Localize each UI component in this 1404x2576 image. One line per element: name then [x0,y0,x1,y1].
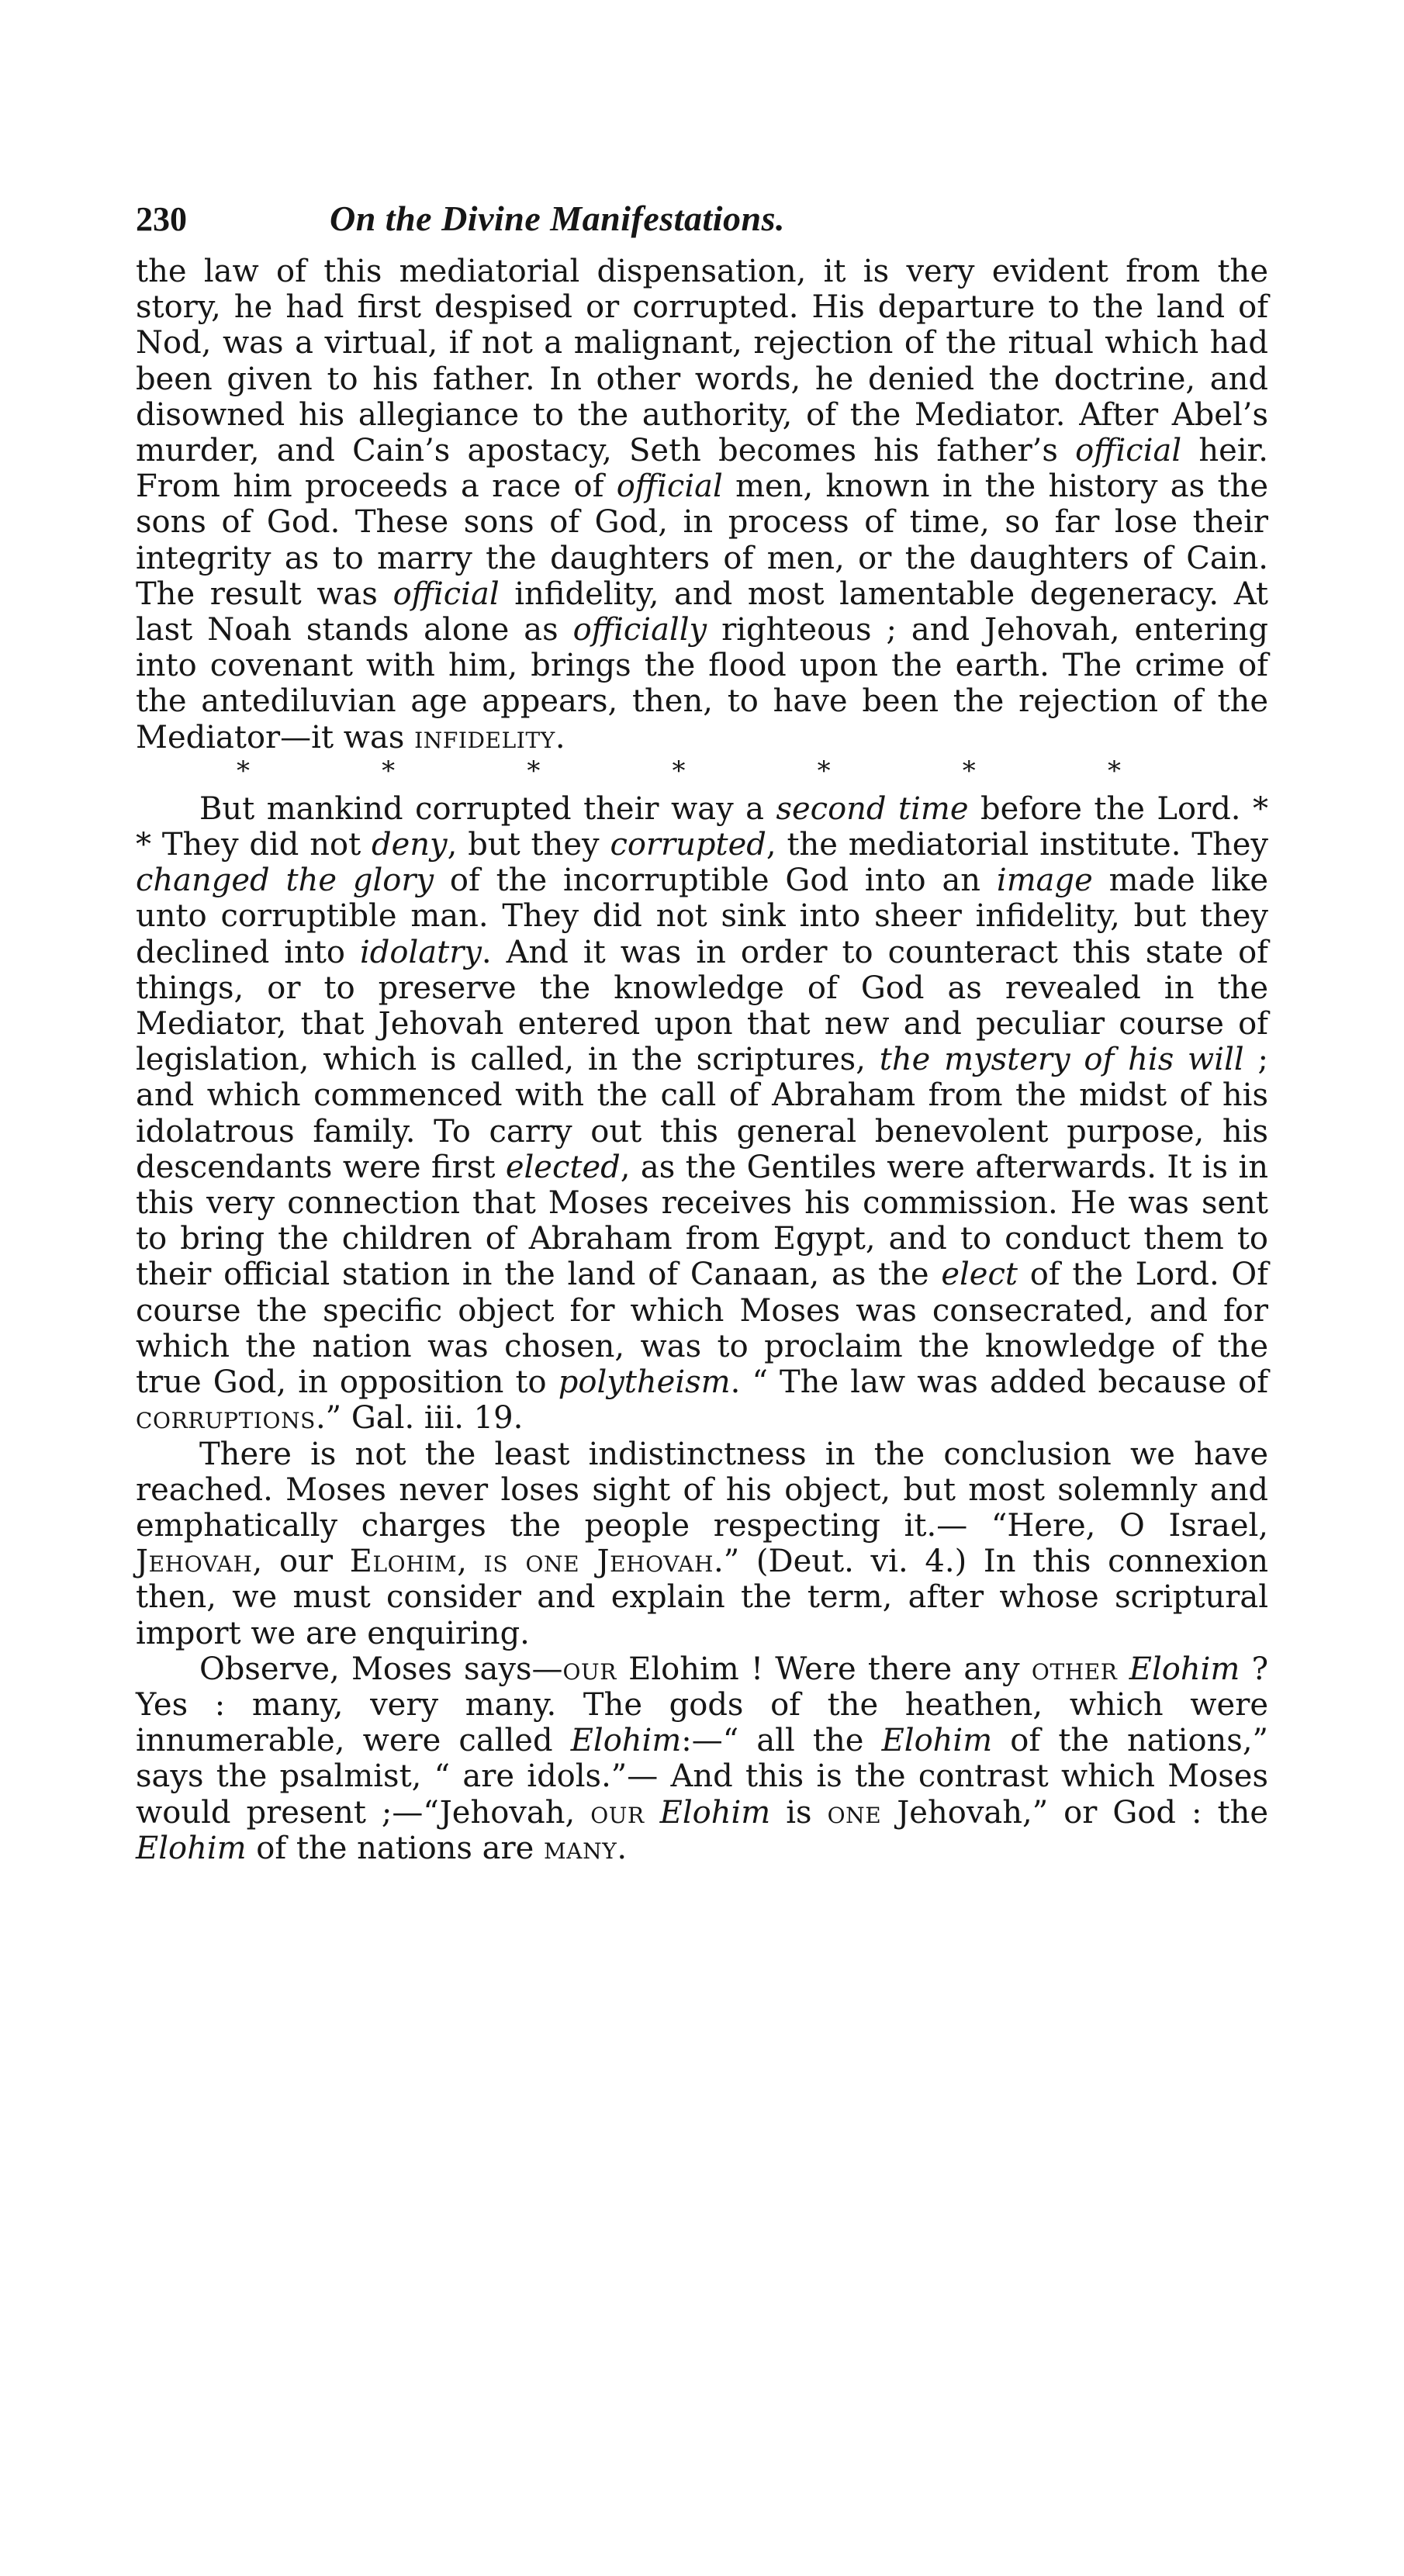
text-run: of the Lord. Of course the specific object for which Moses was consecrated, and for which the nation was chosen, was to proclaim the knowledge of the true God, in opposition to [136,1257,1269,1401]
text-run: of the nations are [246,1830,545,1866]
italic-text: second time [776,790,969,827]
paragraph [136,1437,1268,1651]
small-caps-text: infidelity [414,719,555,756]
small-caps-text: our [590,1794,645,1831]
italic-text: idolatry [360,934,482,970]
italic-text: image [996,863,1093,899]
text-run: .” Gal. iii. 19. [315,1400,524,1437]
small-caps-text: corruptions [136,1400,316,1437]
italic-text: elected [505,1149,621,1185]
text-run: , [457,1544,484,1580]
text-run: . [555,719,565,756]
text-run: .” (Deut. vi. 4.) In this connexion then, we must consider and explain the term, after whose scriptural import we are enquiring. [136,1544,1268,1651]
text-run: , our [252,1544,350,1580]
text-run: ; and which commenced with the call of Abraham from the midst of his idolatrous family. To carry out this general benevolent purpose, his descendants were first [136,1042,1268,1185]
italic-text: Elohim [881,1723,993,1759]
text-run: the law of this mediatorial dispensation, it is very evident from the story, he had first despised or corrupted. His departure to the land of Nod, was a virtual, if not a malignant, rejection of the ritual which had been given to his father. In other words, he denied the doctrine, and disowned his allegiance to the authority, of the Mediator. After Abel’s murder, and Cain’s apostacy, Seth becomes his father’s [136,254,1268,469]
text-run: There is not the least indistinctness in the conclusion we have reached. Moses never loses sight of his object, but most solemnly and emphatically charges the people respecting it.— “Here, O Israel, [136,1436,1268,1544]
italic-text: Elohim [570,1723,682,1759]
paragraph [136,791,1268,1437]
italic-text: changed the glory [136,863,434,899]
italic-text: Elohim [1129,1651,1240,1687]
italic-text: Elohim [136,1830,247,1866]
separator-star: * [817,755,831,787]
page-header [136,198,1268,254]
separator-star: * [527,755,541,787]
small-caps-text: is one Jehovah [483,1544,714,1580]
text-run: of the incorruptible God into an [434,863,997,899]
text-run: , the mediatorial institute. They [766,827,1268,863]
small-caps-text: one [827,1794,882,1831]
text-run: , but they [447,827,610,863]
separator-star: * [962,755,976,787]
text-run: ? Yes : many, very many. The gods of the heathen, which were innumerable, were called [136,1651,1269,1759]
text-run: is [770,1794,828,1831]
text-run: . And it was in order to counteract this state of things, or to preserve the knowledge of God as revealed in the Mediator, that Jehovah entered upon that new and peculiar course of legislation, which is called, in the scriptures, [136,934,1268,1078]
italic-text: Elohim [659,1794,771,1831]
text-run: . “ The law was added because of [730,1364,1269,1401]
section-separator [237,756,1121,787]
separator-star: * [237,755,250,787]
text-run: infidelity, and most lamentable degeneracy. At last Noah stands alone as [136,576,1268,648]
italic-text: polytheism [558,1364,731,1401]
text-run: But mankind corrupted their way a [199,790,776,827]
text-run: :—“ all the [681,1723,882,1759]
small-caps-text: other [1031,1651,1118,1687]
italic-text: the mystery of his will [879,1042,1244,1078]
text-run: Jehovah,” or God : the [881,1794,1269,1831]
text-run: men, known in the history as the sons of God. These sons of God, in process of time, so far lose their integrity as to marry the daughters of men, or the daughters of Cain. The result was [136,469,1268,612]
italic-text: corrupted [610,827,766,863]
text-run: of the nations,” says the psalmist, “ are idols.”— And this is the contrast which Moses would present ;—“Jehovah, [136,1723,1268,1831]
book-page [136,198,1268,1866]
page-number: 230 [136,200,187,238]
paragraph [136,254,1268,756]
small-caps-text: our [562,1651,617,1687]
small-caps-text: many [544,1830,617,1866]
separator-star: * [672,755,686,787]
paragraph [136,1651,1268,1866]
italic-text: official [1075,433,1182,469]
separator-star: * [382,755,396,787]
text-run: . [617,1830,628,1866]
text-run [645,1795,660,1831]
text-run [1117,1651,1129,1687]
text-run: before the Lord. * * They did not [136,790,1268,863]
text-run: heir. From him proceeds a race of [136,433,1268,505]
text-run: righteous ; and Jehovah, entering into covenant with him, brings the flood upon the earth. The crime of the antediluvian age appears, then, to have been the rejection of the Mediator—it was [136,612,1268,756]
separator-star: * [1107,755,1121,787]
italic-text: official [616,469,723,505]
text-run: Elohim ! Were there any [616,1651,1032,1687]
small-caps-text: Jehovah [136,1544,253,1580]
text-run: Observe, Moses says— [199,1651,563,1687]
text-run: , as the Gentiles were afterwards. It is in this very connection that Moses receives his commission. He was sent to bring the children of Abraham from Egypt, and to conduct them to their official station in the land of Canaan, as the [136,1149,1268,1293]
italic-text: officially [572,612,707,648]
running-title: On the Divine Manifestations. [330,199,786,238]
italic-text: elect [941,1257,1018,1293]
small-caps-text: Elohim [349,1544,458,1580]
italic-text: deny [372,827,448,863]
text-run: made like unto corruptible man. They did not sink into sheer infidelity, but they declined into [136,863,1269,970]
italic-text: official [392,576,500,612]
